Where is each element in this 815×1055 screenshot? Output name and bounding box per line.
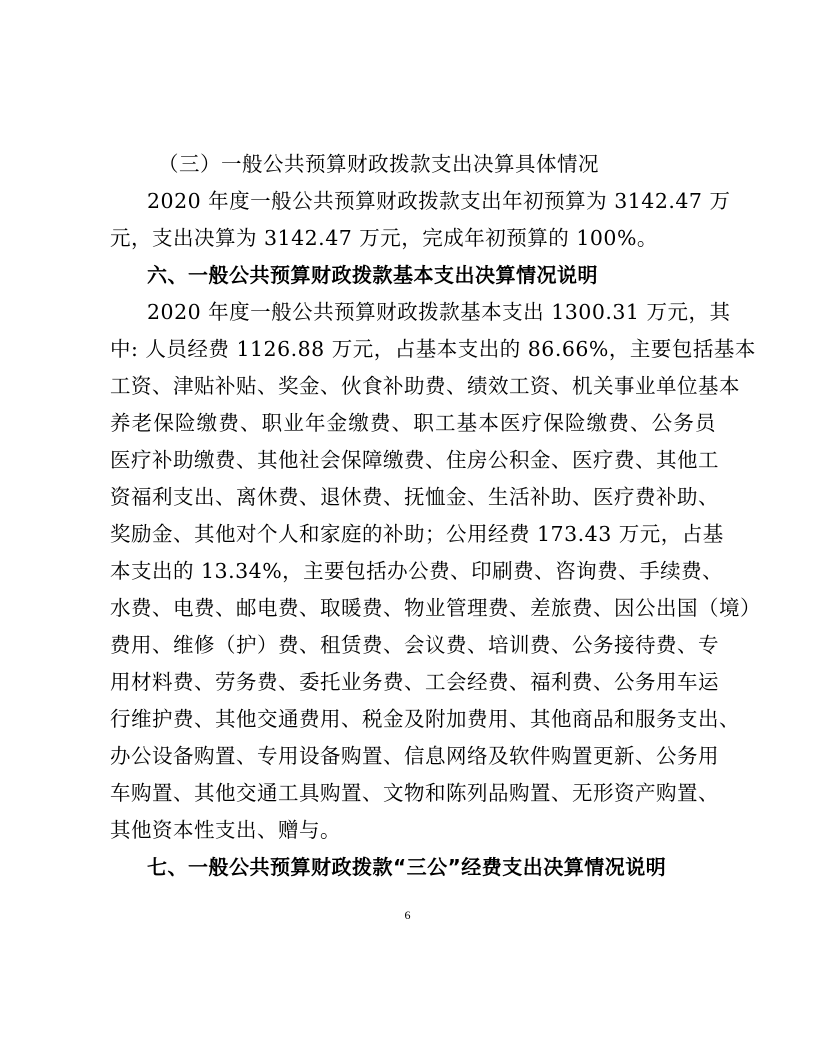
section-6-line-13: 办公设备购置、专用设备购置、信息网络及软件购置更新、公务用 — [110, 744, 719, 768]
section-7-title: 七、一般公共预算财政拨款“三公”经费支出决算情况说明 — [147, 855, 667, 879]
section-6-line-9: 水费、电费、邮电费、取暖费、物业管理费、差旅费、因公出国（境） — [110, 596, 761, 620]
section-6-line-4: 养老保险缴费、职业年金缴费、职工基本医疗保险缴费、公务员 — [110, 411, 716, 435]
section-6-title: 六、一般公共预算财政拨款基本支出决算情况说明 — [147, 263, 598, 287]
section-3-line-2: 元，支出决算为 3142.47 万元，完成年初预算的 100%。 — [110, 226, 658, 250]
section-6-line-6: 资福利支出、离休费、退休费、抚恤金、生活补助、医疗费补助、 — [110, 485, 719, 509]
page-number: 6 — [404, 908, 411, 922]
section-6-line-2: 中: 人员经费 1126.88 万元，占基本支出的 86.66%，主要包括基本 — [110, 337, 756, 361]
section-3-title: （三）一般公共预算财政拨款支出决算具体情况 — [158, 152, 599, 176]
section-6-line-10: 费用、维修（护）费、租赁费、会议费、培训费、公务接待费、专 — [110, 633, 719, 657]
section-6-line-14: 车购置、其他交通工具购置、文物和陈列品购置、无形资产购置、 — [110, 781, 719, 805]
section-6-line-5: 医疗补助缴费、其他社会保障缴费、住房公积金、医疗费、其他工 — [110, 448, 719, 472]
section-6-line-15: 其他资本性支出、赠与。 — [110, 818, 341, 842]
section-6-line-1: 2020 年度一般公共预算财政拨款基本支出 1300.31 万元，其 — [147, 300, 731, 324]
section-6-line-11: 用材料费、劳务费、委托业务费、工会经费、福利费、公务用车运 — [110, 670, 719, 694]
section-6-line-8: 本支出的 13.34%，主要包括办公费、印刷费、咨询费、手续费、 — [110, 559, 724, 583]
section-6-line-12: 行维护费、其他交通费用、税金及附加费用、其他商品和服务支出、 — [110, 707, 740, 731]
section-6-line-7: 奖励金、其他对个人和家庭的补助；公用经费 173.43 万元，占基 — [110, 522, 724, 546]
section-6-line-3: 工资、津贴补贴、奖金、伙食补助费、绩效工资、机关事业单位基本 — [110, 374, 740, 398]
section-3-line-1: 2020 年度一般公共预算财政拨款支出年初预算为 3142.47 万 — [147, 189, 731, 213]
